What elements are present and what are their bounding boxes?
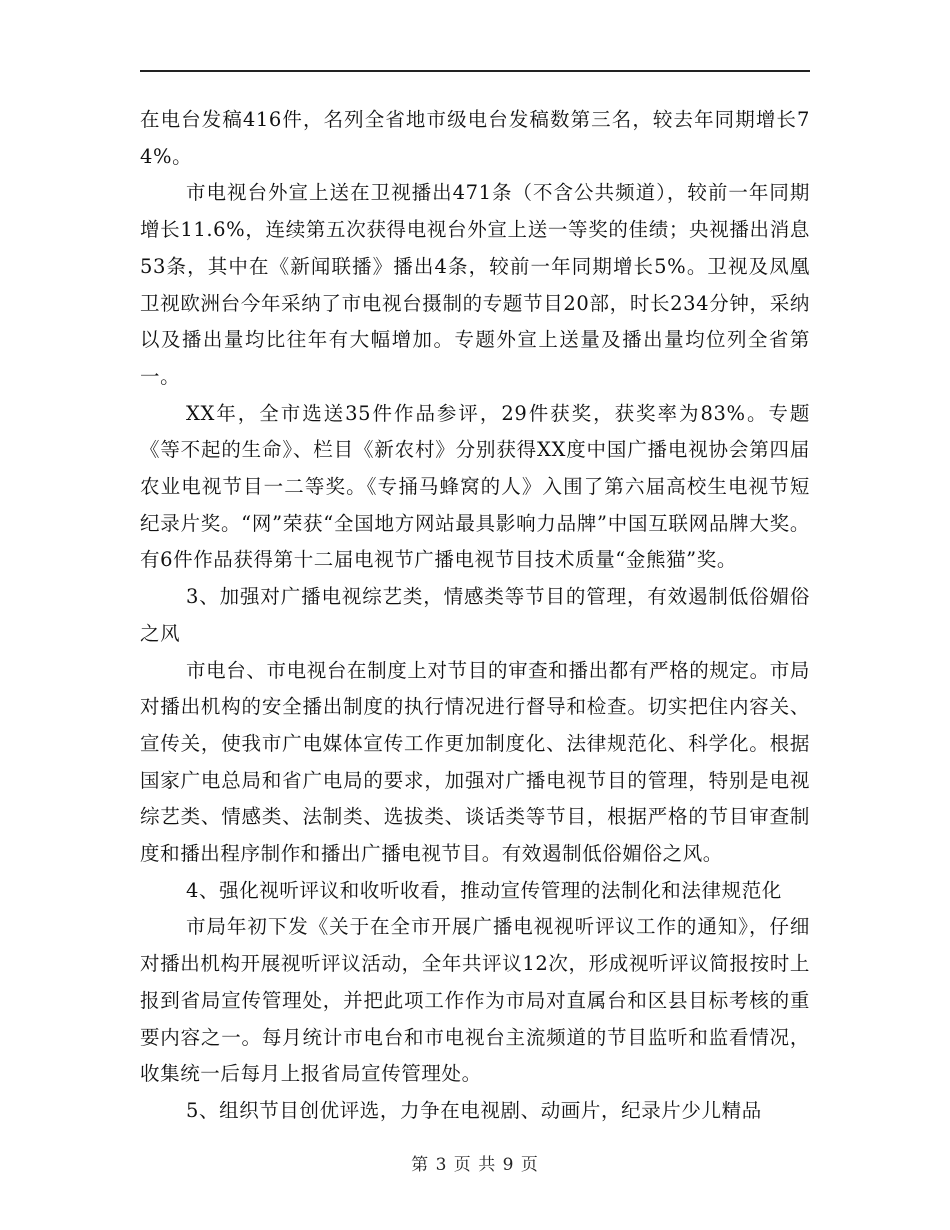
section-heading: 4、强化视听评议和收听收看，推动宣传管理的法制化和法律规范化	[186, 878, 782, 902]
paragraph: 市电视台外宣上送在卫视播出471条（不含公共频道），较前一年同期增长11.6%，连续第五次获得电视台外宣上送一等奖的佳绩；央视播出消息53条，其中在《新闻联播》播出4条，较前一年同期增长5%。卫视及凤凰卫视欧洲台今年采纳了市电视台摄制的专题节目20部，时长234分钟，采纳以及播出量均比往年有大幅增加。专题外宣上送量及播出量均位列全省第一。	[140, 181, 810, 388]
paragraph: 市局年初下发《关于在全市开展广播电视视听评议工作的通知》，仔细对播出机构开展视听评议活动，全年共评议12次，形成视听评议简报按时上报到省局宣传管理处，并把此项工作作为市局对直属台和区县目标考核的重要内容之一。每月统计市电台和市电视台主流频道的节目监听和监看情况，收集统一后每月上报省局宣传管理处。	[140, 915, 810, 1086]
paragraph: 在电台发稿416件，名列全省地市级电台发稿数第三名，较去年同期增长74%。	[140, 108, 810, 168]
section-heading: 5、组织节目创优评选，力争在电视剧、动画片，纪录片少儿精品	[186, 1098, 762, 1122]
document-body	[140, 102, 810, 1130]
header-rule	[140, 70, 810, 72]
paragraph: XX年，全市选送35件作品参评，29件获奖，获奖率为83%。专题《等不起的生命》、栏目《新农村》分别获得XX度中国广播电视协会第四届农业电视节目一二等奖。《专捅马蜂窝的人》入围了第六届高校生电视节短纪录片奖。“网”荣获“全国地方网站最具影响力品牌”中国互联网品牌大奖。有6件作品获得第十二届电视节广播电视节目技术质量“金熊猫”奖。	[140, 401, 810, 572]
paragraph: 市电台、市电视台在制度上对节目的审查和播出都有严格的规定。市局对播出机构的安全播出制度的执行情况进行督导和检查。切实把住内容关、宣传关，使我市广电媒体宣传工作更加制度化、法律规范化、科学化。根据国家广电总局和省广电局的要求，加强对广播电视节目的管理，特别是电视综艺类、情感类、法制类、选拔类、谈话类等节目，根据严格的节目审查制度和播出程序制作和播出广播电视节目。有效遏制低俗媚俗之风。	[140, 658, 810, 866]
section-heading: 3、加强对广播电视综艺类，情感类等节目的管理，有效遏制低俗媚俗之风	[140, 585, 810, 645]
page-number: 第 3 页 共 9 页	[411, 1155, 539, 1175]
